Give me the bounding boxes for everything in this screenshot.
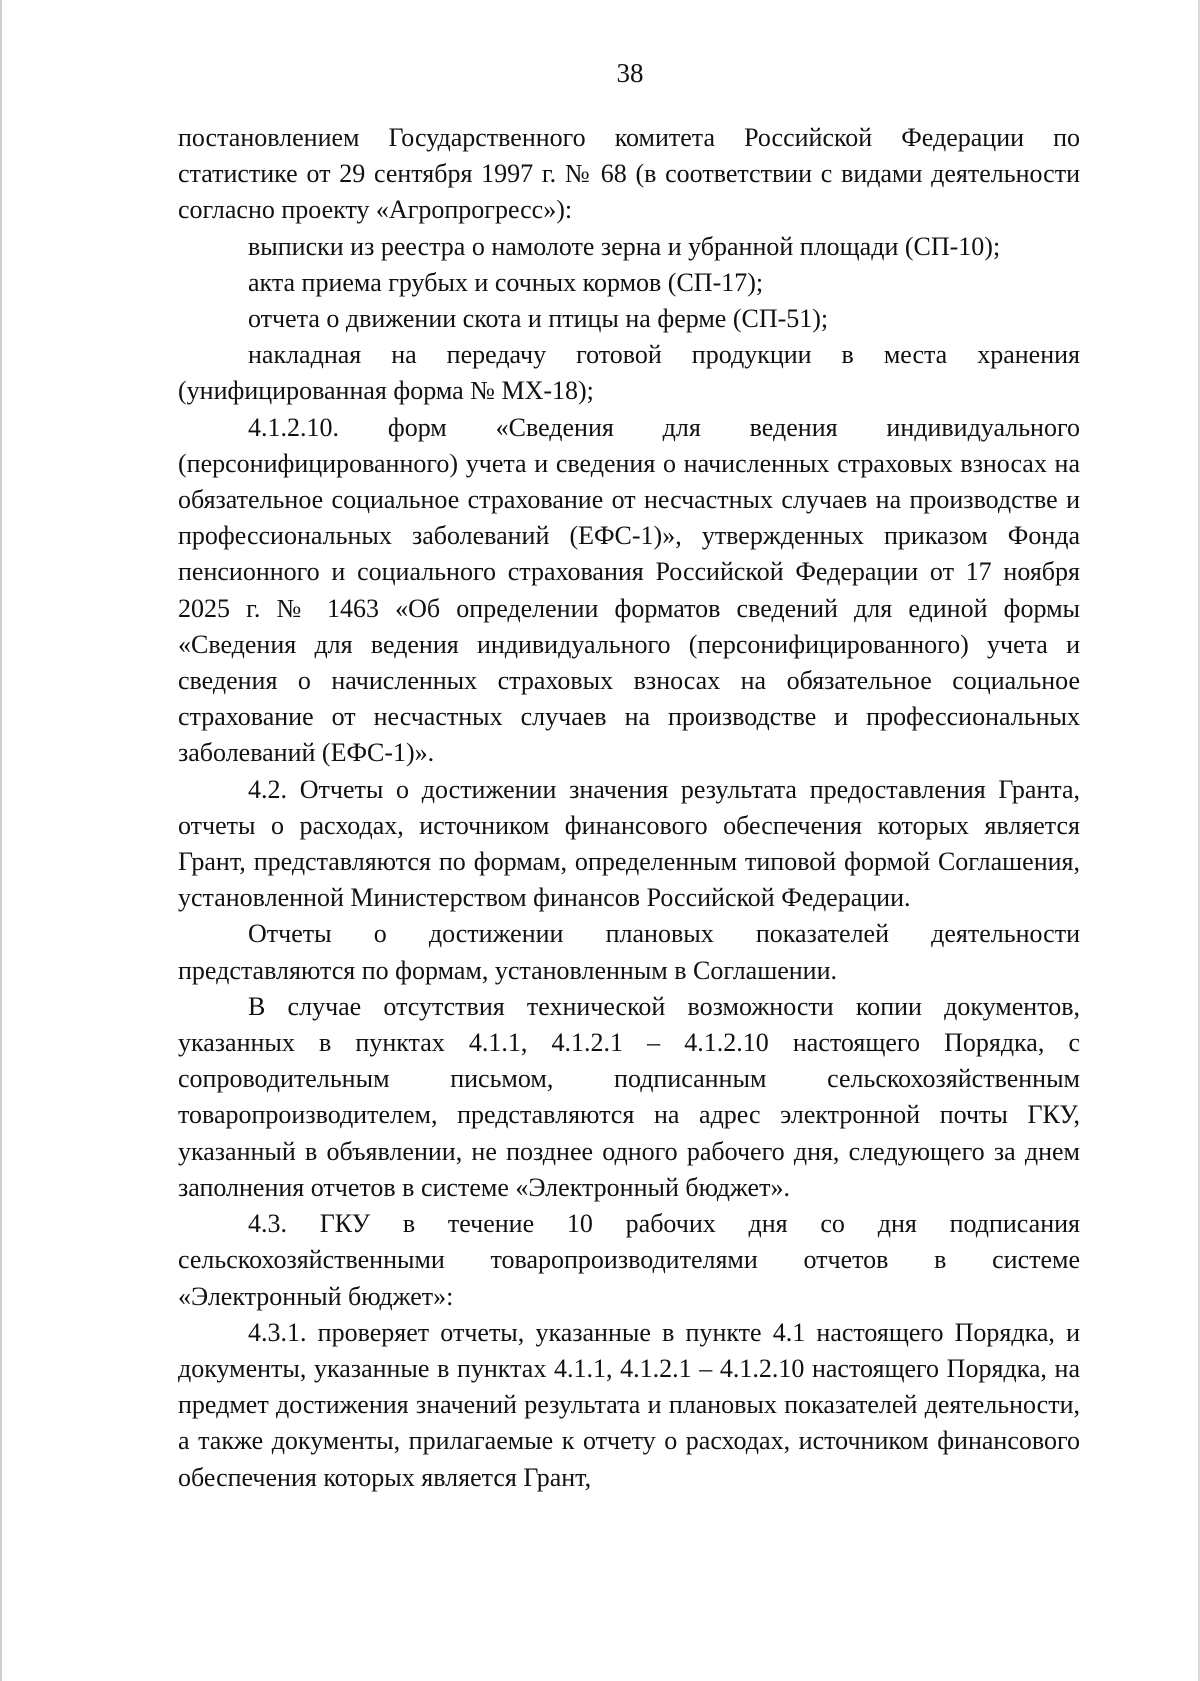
clause-4-3: 4.3. ГКУ в течение 10 рабочих дня со дня подписания сельскохозяйственными товаропроизводителями отчетов в системе «Электронный бюджет»: [178, 1209, 1080, 1311]
list-item-mx18: накладная на передачу готовой продукции в места хранения (унифицированная форма № МХ-18); [178, 340, 1080, 406]
clause-4-1-2-10: 4.1.2.10. форм «Сведения для ведения индивидуального (персонифицированного) учета и сведения о начисленных страховых взносах на обязательное социальное страхование от несчастных случаев на производстве и профессиональных заболеваний (ЕФС-1)», утвержденных приказом Фонда пенсионного и социального страхования Российской Федерации от 17 ноября 2025 г. № 1463 «Об определении форматов сведений для единой формы «Сведения для ведения индивидуального (персонифицированного) учета и сведения о начисленных страховых взносах на обязательное социальное страхование от несчастных случаев на производстве и профессиональных заболеваний (ЕФС-1)». [178, 412, 1080, 768]
paragraph-no-technical-possibility: В случае отсутствия технической возможности копии документов, указанных в пунктах 4.1.1, 4.1.2.1 – 4.1.2.10 настоящего Порядка, с сопроводительным письмом, подписанным сельскохозяйственным товаропроизводителем, представляются на адрес электронной почты ГКУ, указанный в объявлении, не позднее одного рабочего дня, следующего за днем заполнения отчетов в системе «Электронный бюджет». [178, 991, 1080, 1202]
paragraph-plan-reports: Отчеты о достижении плановых показателей деятельности представляются по формам, установленным в Соглашении. [178, 919, 1080, 985]
list-item-sp51: отчета о движении скота и птицы на ферме (СП-51); [248, 304, 829, 334]
clause-4-3-1: 4.3.1. проверяет отчеты, указанные в пункте 4.1 настоящего Порядка, и документы, указанные в пунктах 4.1.1, 4.1.2.1 – 4.1.2.10 настоящего Порядка, на предмет достижения значений результата и плановых показателей деятельности, а также документы, прилагаемые к отчету о расходах, источником финансового обеспечения которых является Грант, [178, 1317, 1080, 1492]
list-item-sp17: акта приема грубых и сочных кормов (СП-17); [248, 267, 764, 297]
clause-4-2: 4.2. Отчеты о достижении значения результата предоставления Гранта, отчеты о расходах, источником финансового обеспечения которых является Грант, представляются по формам, определенным типовой формой Соглашения, установленной Министерством финансов Российской Федерации. [178, 774, 1080, 913]
paragraph-intro: постановлением Государственного комитета Российской Федерации по статистике от 29 сентября 1997 г. № 68 (в соответствии с видами деятельности согласно проекту «Агропрогресс»): [178, 123, 1080, 225]
page-number: 38 [616, 58, 644, 88]
list-item-sp10: выписки из реестра о намолоте зерна и убранной площади (СП-10); [248, 231, 1001, 261]
page-edge-left [0, 0, 2, 1681]
document-body [178, 120, 1080, 1496]
